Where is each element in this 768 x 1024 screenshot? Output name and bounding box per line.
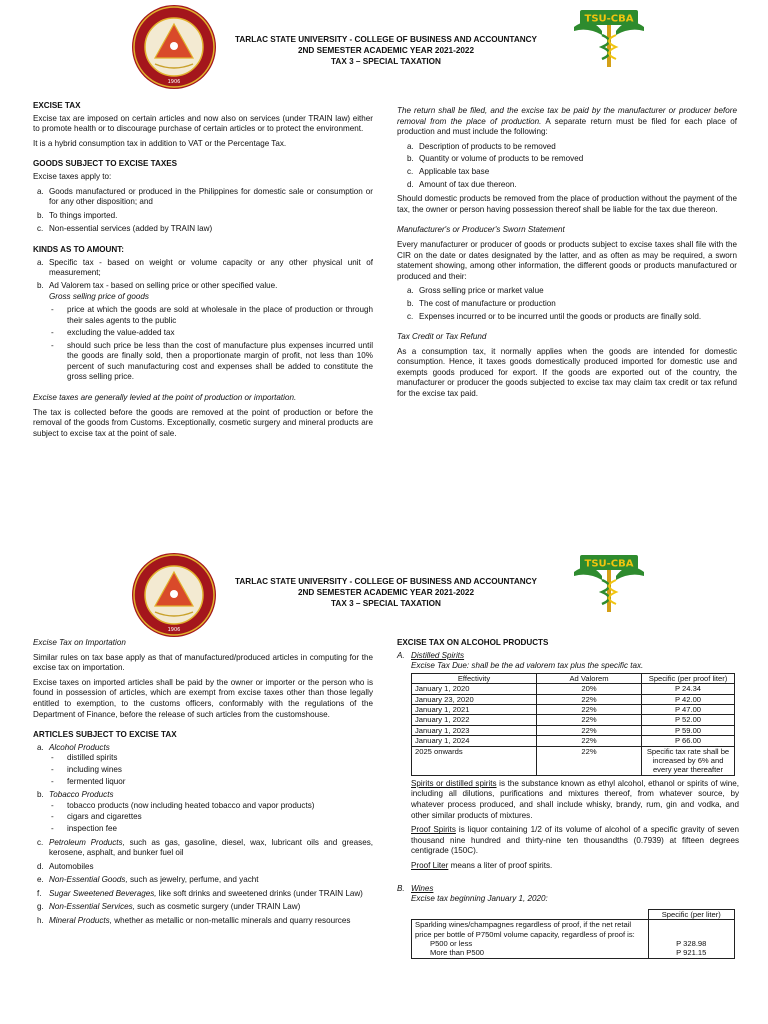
table-header-row: Specific (per liter) <box>412 909 735 919</box>
table-row: January 23, 2020 22% P 42.00 <box>412 694 735 704</box>
svg-text:1906: 1906 <box>167 627 181 633</box>
return-list <box>397 142 737 190</box>
gross-selling-price-heading: Gross selling price of goods <box>49 292 149 302</box>
spirits-definition: Spirits or distilled spirits is the substance known as ethyl alcohol, ethanol or spirits of wine, including all dilutions, purifications and mixtures thereof, from whatever source, by whatever process produced, and shall include whisky, brandy, rum, gin and vodka, and other similar products of mixtures. <box>411 778 739 820</box>
list-item: c. Applicable tax base <box>407 166 490 176</box>
table-row: Sparkling wines/champagnes regardless of proof, if the net retail price per bottle of P750ml volume capacity, regardless of proof is: <box>412 920 735 939</box>
goods-intro: Excise taxes apply to: <box>33 171 112 181</box>
list-item: g. Non-Essential Services, such as cosmetic surgery (under TRAIN Law) <box>37 902 301 912</box>
alcohol-heading: EXCISE TAX ON ALCOHOL PRODUCTS <box>397 638 549 647</box>
document-header <box>200 34 572 67</box>
document-header <box>200 576 572 609</box>
goods-list <box>33 187 373 235</box>
list-item: b. Quantity or volume of products to be removed <box>407 154 584 164</box>
articles-list <box>33 743 373 927</box>
header-line-1: TARLAC STATE UNIVERSITY - COLLEGE OF BUSINESS AND ACCOUNTANCY <box>234 577 538 586</box>
alcohol-sublist <box>49 753 373 787</box>
header-line-2: 2ND SEMESTER ACADEMIC YEAR 2021-2022 <box>297 588 475 597</box>
svg-text:1906: 1906 <box>167 79 181 85</box>
list-item: c. Non-essential services (added by TRAIN law) <box>37 224 213 234</box>
table-row: January 1, 2022 22% P 52.00 <box>412 715 735 725</box>
svg-text:TSU-CBA: TSU-CBA <box>584 558 634 570</box>
table-row: More than P500 P 921.15 <box>412 948 735 958</box>
excise-hybrid: It is a hybrid consumption tax in addition to VAT or the Percentage Tax. <box>33 138 287 148</box>
wines-label: Wines <box>411 883 434 893</box>
sworn-paragraph: Every manufacturer or producer of goods or products subject to excise taxes shall file with the CIR on the date or dates designated by the latter, and as often as may be required, a sworn statement showing, among other information, the different goods or products manufactured or produced and their: <box>397 239 737 281</box>
distilled-spirits-label: Distilled Spirits <box>411 650 465 660</box>
table-row: January 1, 2020 20% P 24.34 <box>412 684 735 694</box>
tax-credit-paragraph: As a consumption tax, it normally applies when the goods are intended for domestic consumption. Hence, it taxes goods domestically produced imported for domestic use and exempts goods produced for export. If the goods are exported out of the country, the manufacturer or producer the goods subjected to excise tax may claim tax credit or tax refund for the excise tax paid. <box>397 346 737 399</box>
levied-heading: Excise taxes are generally levied at the point of production or importation. <box>33 393 297 403</box>
wines-note: Excise tax beginning January 1, 2020: <box>411 894 548 904</box>
list-item: - price at which the goods are sold at wholesale in the place of production or through their sales agents to the public <box>51 304 373 325</box>
list-item: - distilled spirits <box>51 753 118 763</box>
header-line-1: TARLAC STATE UNIVERSITY - COLLEGE OF BUSINESS AND ACCOUNTANCY <box>234 35 538 44</box>
distilled-note: Excise Tax Due: shall be the ad valorem tax plus the specific tax. <box>411 661 644 671</box>
list-item: b. Tobacco Products - tobacco products (now including heated tobacco and vapor products) - cigars and cigarettes - inspection fee <box>33 790 373 834</box>
kinds-heading: KINDS AS TO AMOUNT: <box>33 244 124 254</box>
list-item: - excluding the value-added tax <box>51 328 175 338</box>
levied-paragraph: The tax is collected before the goods are removed at the point of production or before the removal of the goods from Customs. Exceptionally, cosmetic surgery and mineral products are subject to excise tax at the point of sale. <box>33 407 373 438</box>
articles-heading: ARTICLES SUBJECT TO EXCISE TAX <box>33 730 177 740</box>
list-item: - including wines <box>51 764 122 774</box>
spirits-rate-table <box>411 673 735 776</box>
list-item: b. To things imported. <box>37 210 118 220</box>
wines-section: B. Wines Excise tax beginning January 1, 2020: <box>397 884 739 905</box>
excise-intro: Excise tax are imposed on certain articles and now also on services (under TRAIN law) either to promote health or to discourage purchase of certain articles or to protect the environment. <box>33 113 373 134</box>
goods-heading: GOODS SUBJECT TO EXCISE TAXES <box>33 159 178 169</box>
list-item: c. Expenses incurred or to be incurred until the goods or products are finally sold. <box>407 311 702 321</box>
proof-liter-definition: Proof Liter means a liter of proof spirits. <box>411 861 553 870</box>
page2-left-column <box>33 638 373 930</box>
page-2 <box>0 512 768 1024</box>
list-item: b. The cost of manufacture or production <box>407 298 556 308</box>
list-item: - tobacco products (now including heated tobacco and vapor products) <box>51 800 315 810</box>
kinds-list <box>33 258 373 384</box>
list-item: a. Description of products to be removed <box>407 141 556 151</box>
list-item: b. Ad Valorem tax - based on selling price or other specified value. Gross selling price of goods - price at which the goods are sold at wholesale in the place of production or through their sales agents to the public - excluding the value-added tax - should such price be less than the cost of manufacture plus expenses incurred until the goods are finally sold, then a proportionate margin of profit, not less than 10% percent of such manufacturing cost and expenses shall be added to constitute the gross selling price. <box>37 280 373 382</box>
importation-paragraph-2: Excise taxes on imported articles shall be paid by the owner or importer or the person who is found in possession of articles, which are exempt from excise taxes other than those legally entitled to exemption, to the customs officers, conformably with the regulations of the Department of Finance, before the release of such articles from the customshouse. <box>33 677 373 719</box>
table-row: January 1, 2023 22% P 59.00 <box>412 725 735 735</box>
list-item: - inspection fee <box>51 823 117 833</box>
table-row: January 1, 2021 22% P 47.00 <box>412 705 735 715</box>
list-item: d. Automobiles <box>37 861 94 871</box>
sworn-list <box>397 286 737 322</box>
sworn-heading: Manufacturer's or Producer's Sworn Statement <box>397 225 565 235</box>
list-item: d. Amount of tax due thereon. <box>407 179 517 189</box>
svg-text:TSU-CBA: TSU-CBA <box>584 13 634 25</box>
wines-rate-table <box>411 909 735 959</box>
table-row: P500 or less P 328.98 <box>412 939 735 948</box>
header-line-3: TAX 3 – SPECIAL TAXATION <box>331 599 441 608</box>
page2-right-column <box>397 638 739 959</box>
return-paragraph-2: Should domestic products be removed from the place of production without the payment of the tax, the owner or person having possession thereof shall be liable for the tax due thereon. <box>397 194 737 214</box>
page1-right-column <box>397 106 737 404</box>
gsp-list <box>49 305 373 383</box>
proof-spirits-definition: Proof Spirits is liquor containing 1/2 of its volume of alcohol of a specific gravity of seven thousand nine hundred and thirty-nine ten thousandths (0.7939) at fifteen degrees centigrade (150C). <box>411 825 739 856</box>
tsu-cba-logo-icon <box>572 550 646 616</box>
list-item: a. Specific tax - based on weight or volume capacity or any other physical unit of measurement; <box>37 257 373 278</box>
list-item: a. Goods manufactured or produced in the Philippines for domestic sale or consumption or for any other disposition; and <box>37 186 373 207</box>
header-line-3: TAX 3 – SPECIAL TAXATION <box>331 57 441 66</box>
list-item: - cigars and cigarettes <box>51 812 142 822</box>
list-item: c. Petroleum Products, such as gas, gasoline, diesel, wax, lubricant oils and greases, kerosene, asphalt, and bunker fuel oil <box>37 837 373 858</box>
header-line-2: 2ND SEMESTER ACADEMIC YEAR 2021-2022 <box>297 46 475 55</box>
tobacco-sublist <box>49 801 373 835</box>
list-item: - should such price be less than the cost of manufacture plus expenses incurred until the goods are finally sold, then a proportionate margin of profit, not less than 10% percent of such manufacturing cost and expenses shall be added to constitute the gross selling price. <box>51 340 373 382</box>
page1-left-column <box>33 95 373 443</box>
importation-heading: Excise Tax on Importation <box>33 638 126 647</box>
list-item: e. Non-Essential Goods, such as jewelry, perfume, and yacht <box>37 875 259 885</box>
list-item: - fermented liquor <box>51 776 126 786</box>
list-item: a. Alcohol Products - distilled spirits - including wines - fermented liquor <box>33 743 373 787</box>
tax-credit-heading: Tax Credit or Tax Refund <box>397 332 487 342</box>
table-row: 2025 onwards 22% Specific tax rate shall be increased by 6% and every year thereafter <box>412 746 735 775</box>
list-item: f. Sugar Sweetened Beverages, like soft drinks and sweetened drinks (under TRAIN Law) <box>37 888 363 898</box>
tsu-cba-logo-icon <box>572 5 646 71</box>
distilled-spirits-section: A. Distilled Spirits Excise Tax Due: shall be the ad valorem tax plus the specific tax. <box>397 651 739 672</box>
table-row: January 1, 2024 22% P 66.00 <box>412 736 735 746</box>
list-item: a. Gross selling price or market value <box>407 286 544 296</box>
excise-tax-heading: EXCISE TAX <box>33 101 81 110</box>
importation-paragraph-1: Similar rules on tax base apply as that of manufactured/produced articles in computing for the excise tax on importation. <box>33 652 373 673</box>
list-item: h. Mineral Products, whether as metallic or non-metallic minerals and quarry resources <box>37 916 351 926</box>
return-paragraph: The return shall be filed, and the excise tax be paid by the manufacturer or producer before removal from the place of production. A separate return must be filed for each place of production and must include the following: <box>397 106 737 137</box>
table-header-row: Effectivity Ad Valorem Specific (per proof liter) <box>412 673 735 683</box>
